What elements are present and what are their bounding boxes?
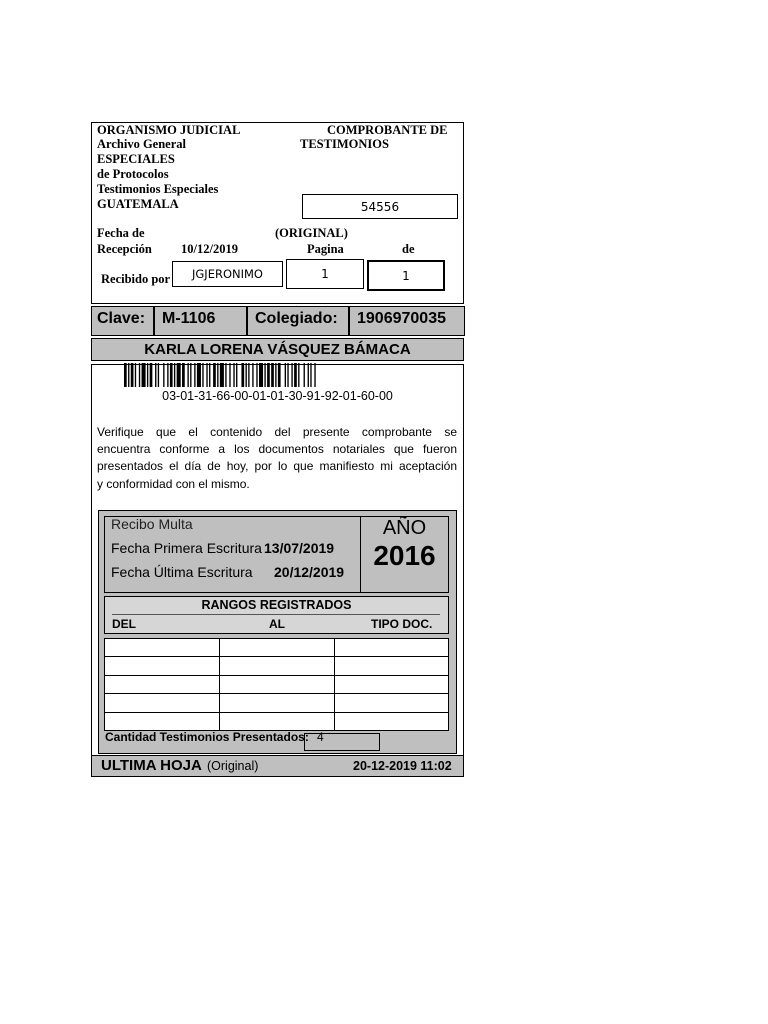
rangos-cell xyxy=(104,712,220,731)
barcode-bar xyxy=(217,363,218,387)
ano-label: AÑO xyxy=(382,517,427,539)
cantidad-value-box xyxy=(304,733,380,751)
barcode-bar xyxy=(213,363,216,387)
barcode-bar xyxy=(209,363,210,387)
barcode-bar xyxy=(225,363,226,387)
barcode-bar xyxy=(304,363,305,387)
rangos-title: RANGOS REGISTRADOS xyxy=(201,598,352,612)
footer-original-label: (Original) xyxy=(207,759,259,773)
barcode-bar xyxy=(310,363,311,387)
col-del: DEL xyxy=(112,617,136,631)
barcode-bar xyxy=(131,363,134,387)
barcode-bar xyxy=(275,363,276,387)
rangos-cell xyxy=(334,656,449,675)
barcode-bar xyxy=(177,363,181,387)
recibido-value: JGJERONIMO xyxy=(172,261,283,287)
fecha-label-line1: Fecha de xyxy=(97,226,145,240)
rangos-cell xyxy=(219,675,335,694)
de-value: 1 xyxy=(367,260,445,291)
barcode-bar xyxy=(182,363,185,387)
de-label: de xyxy=(402,242,415,256)
barcode-bar xyxy=(264,363,265,387)
barcode-bar xyxy=(294,363,297,387)
recibo-multa-label: Recibo Multa xyxy=(111,516,193,532)
clave-value: M-1106 xyxy=(162,310,216,327)
colegiado-value: 1906970035 xyxy=(357,310,446,327)
notary-name: KARLA LORENA VÁSQUEZ BÁMACA xyxy=(144,341,411,358)
rangos-cell xyxy=(104,656,220,675)
barcode xyxy=(124,363,434,389)
rangos-title-underline xyxy=(112,614,440,615)
doc-title-line1: COMPROBANTE DE xyxy=(327,123,448,137)
barcode-bar xyxy=(236,363,237,387)
barcode-bar xyxy=(124,363,127,387)
barcode-bar xyxy=(271,363,274,387)
ultima-escritura-label: Fecha Última Escritura xyxy=(111,564,253,580)
footer-datetime: 20-12-2019 11:02 xyxy=(353,759,452,773)
clave-divider xyxy=(153,306,155,336)
org-name: ORGANISMO JUDICIAL xyxy=(97,123,241,137)
barcode-bar xyxy=(135,363,136,387)
barcode-bar xyxy=(233,363,234,387)
recibido-label: Recibido por xyxy=(101,272,171,286)
colegiado-divider xyxy=(348,306,350,336)
primera-escritura-label: Fecha Primera Escritura xyxy=(111,540,262,556)
rangos-cell xyxy=(104,675,220,694)
rangos-cell xyxy=(219,656,335,675)
barcode-bar xyxy=(206,363,207,387)
verify-line-1: Verifique que el contenido del presente comprobante se xyxy=(97,425,457,439)
rangos-cell xyxy=(219,638,335,657)
clave-label: Clave: xyxy=(97,310,146,327)
fecha-value: 10/12/2019 xyxy=(181,242,238,256)
rangos-cell xyxy=(219,712,335,731)
cantidad-value: 4 xyxy=(317,730,324,744)
barcode-bar xyxy=(267,363,270,387)
original-label: (ORIGINAL) xyxy=(275,226,348,240)
barcode-bar xyxy=(187,363,188,387)
verify-line-4: y conformidad con el mismo. xyxy=(97,477,250,491)
ultima-hoja-label: ULTIMA HOJA xyxy=(101,757,202,774)
barcode-bar xyxy=(167,363,168,387)
barcode-bar xyxy=(246,363,247,387)
barcode-bar xyxy=(248,363,249,387)
rangos-cell xyxy=(104,693,220,712)
barcode-bar xyxy=(278,363,281,387)
barcode-bar xyxy=(314,363,315,387)
barcode-bar xyxy=(256,363,257,387)
barcode-bar xyxy=(202,363,203,387)
barcode-number: 03-01-31-66-00-01-01-30-91-92-01-60-00 xyxy=(162,389,393,403)
barcode-bar xyxy=(252,363,253,387)
protocolos-label: de Protocolos xyxy=(97,167,169,181)
rangos-cell xyxy=(104,638,220,657)
fecha-label-line2: Recepción xyxy=(97,242,152,256)
barcode-bar xyxy=(291,363,292,387)
barcode-bar xyxy=(220,363,224,387)
cantidad-label: Cantidad Testimonios Presentados: xyxy=(105,730,309,744)
pagina-label: Pagina xyxy=(307,242,344,256)
receipt-number: 54556 xyxy=(302,194,458,219)
col-al: AL xyxy=(269,617,285,631)
barcode-bar xyxy=(139,363,140,387)
rangos-cell xyxy=(334,638,449,657)
primera-escritura-value: 13/07/2019 xyxy=(264,540,335,556)
especiales-label: ESPECIALES xyxy=(97,152,175,166)
ano-value: 2016 xyxy=(373,540,436,571)
barcode-bar xyxy=(163,363,164,387)
rangos-cell xyxy=(219,693,335,712)
country-label: GUATEMALA xyxy=(97,197,179,211)
doc-title-line2: TESTIMONIOS xyxy=(300,137,389,151)
colegiado-label: Colegiado: xyxy=(255,310,338,327)
rangos-cell xyxy=(334,675,449,694)
barcode-bar xyxy=(174,363,175,387)
barcode-bar xyxy=(194,363,195,387)
barcode-bar xyxy=(229,363,230,387)
barcode-bar xyxy=(142,363,146,387)
barcode-bar xyxy=(298,363,299,387)
testimonios-label: Testimonios Especiales xyxy=(97,182,219,196)
barcode-bar xyxy=(158,363,159,387)
barcode-bar xyxy=(147,363,148,387)
verify-line-3: presentados el día de hoy, por lo que manifiesto mi aceptación xyxy=(97,459,457,473)
barcode-bar xyxy=(150,363,153,387)
ultima-escritura-value: 20/12/2019 xyxy=(274,564,345,580)
barcode-bar xyxy=(308,363,309,387)
rangos-cell xyxy=(334,712,449,731)
pagina-value: 1 xyxy=(286,259,364,289)
barcode-bar xyxy=(197,363,201,387)
clave-divider-2 xyxy=(246,306,248,336)
rangos-cell xyxy=(334,693,449,712)
barcode-bar xyxy=(170,363,173,387)
verify-line-2: encuentra conforme a los documentos notariales que fueron xyxy=(97,442,457,456)
barcode-bar xyxy=(128,363,129,387)
barcode-bar xyxy=(155,363,156,387)
archive-name: Archivo General xyxy=(97,137,186,151)
barcode-bar xyxy=(287,363,288,387)
barcode-bar xyxy=(285,363,286,387)
barcode-bar xyxy=(190,363,191,387)
barcode-bar xyxy=(241,363,244,387)
col-tipo-doc: TIPO DOC. xyxy=(371,617,433,631)
barcode-bar xyxy=(259,363,263,387)
